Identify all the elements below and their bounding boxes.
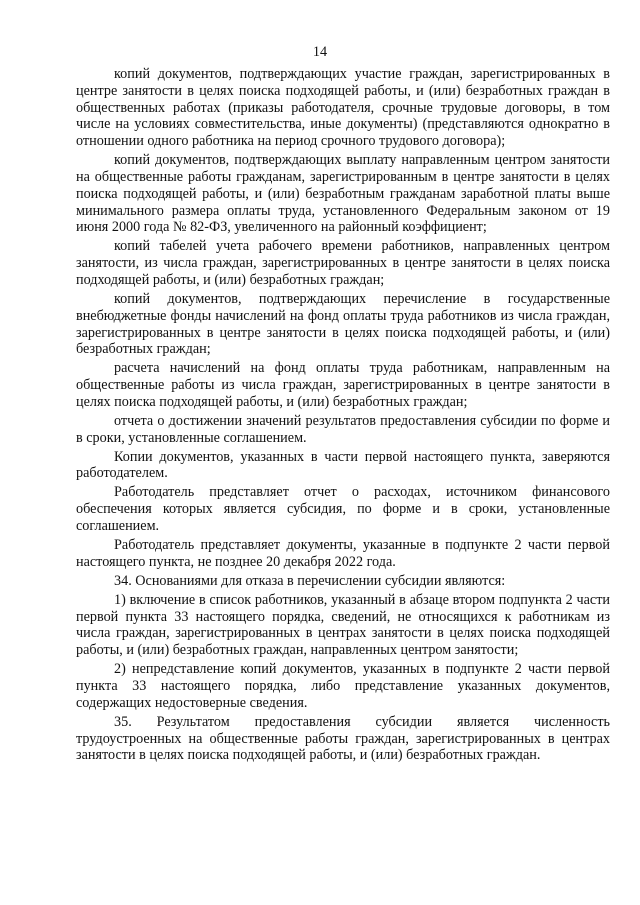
paragraph: копий табелей учета рабочего времени работников, направленных центром занятости, из числа граждан, зарегистрированных в центре занятости в целях поиска подходящей работы, и (или) безработных граждан; [76, 238, 610, 288]
paragraph: Работодатель представляет отчет о расходах, источником финансового обеспечения которых является субсидия, по форме и в сроки, установленные соглашением. [76, 484, 610, 535]
section-heading-34: 34. Основаниями для отказа в перечислении субсидии являются: [114, 572, 506, 589]
paragraph: Копии документов, указанных в части первой настоящего пункта, заверяются работодателем. [76, 448, 610, 482]
paragraph: отчета о достижении значений результатов предоставления субсидии по форме и в сроки, установленные соглашением. [76, 412, 610, 446]
paragraph: копий документов, подтверждающих участие граждан, зарегистрированных в центре занятости в целях поиска подходящей работы, и (или) безработных граждан в общественных работах (приказы работодателя, срочные трудовые договоры, в том числе на условиях совместительства, иные документы) (представляются однократно в отношении одного работника на период срочного трудового договора); [76, 66, 610, 150]
paragraph: копий документов, подтверждающих выплату направленным центром занятости на общественные работы гражданам, зарегистрированным в центре занятости в целях поиска подходящей работы, и (или) безработным гражданам заработной платы выше минимального размера оплаты труда, установленного Федеральным законом от 19 июня 2000 года № 82-ФЗ, увеличенного на районный коэффициент; [76, 152, 610, 236]
paragraph: копий документов, подтверждающих перечисление в государственные внебюджетные фонды начислений на фонд оплаты труда работников из числа граждан, зарегистрированных в центре занятости в целях поиска подходящей работы, и (или) безработных граждан; [76, 290, 610, 358]
page-number: 14 [312, 44, 328, 60]
section-paragraph-35: 35. Результатом предоставления субсидии является численность трудоустроенных на общественные работы граждан, зарегистрированных в центрах занятости в целях поиска подходящей работы, и (или) безработных граждан. [76, 713, 610, 764]
paragraph: 1) включение в список работников, указанный в абзаце втором подпункта 2 части первой пункта 33 настоящего порядка, сведений, не относящихся к работникам из числа граждан, зарегистрированных в центрах занятости в целях поиска подходящей работы, и (или) безработных граждан, направленных центром занятости; [76, 591, 610, 659]
paragraph: 2) непредставление копий документов, указанных в подпункте 2 части первой пункта 33 настоящего порядка, либо представление указанных документов, содержащих недостоверные сведения. [76, 661, 610, 711]
paragraph: расчета начислений на фонд оплаты труда работникам, направленным на общественные работы из числа граждан, зарегистрированных в центре занятости в целях поиска подходящей работы, и (или) безработных граждан; [76, 360, 610, 410]
paragraph: Работодатель представляет документы, указанные в подпункте 2 части первой настоящего пункта, не позднее 20 декабря 2022 года. [76, 537, 610, 570]
document-body [76, 66, 610, 766]
